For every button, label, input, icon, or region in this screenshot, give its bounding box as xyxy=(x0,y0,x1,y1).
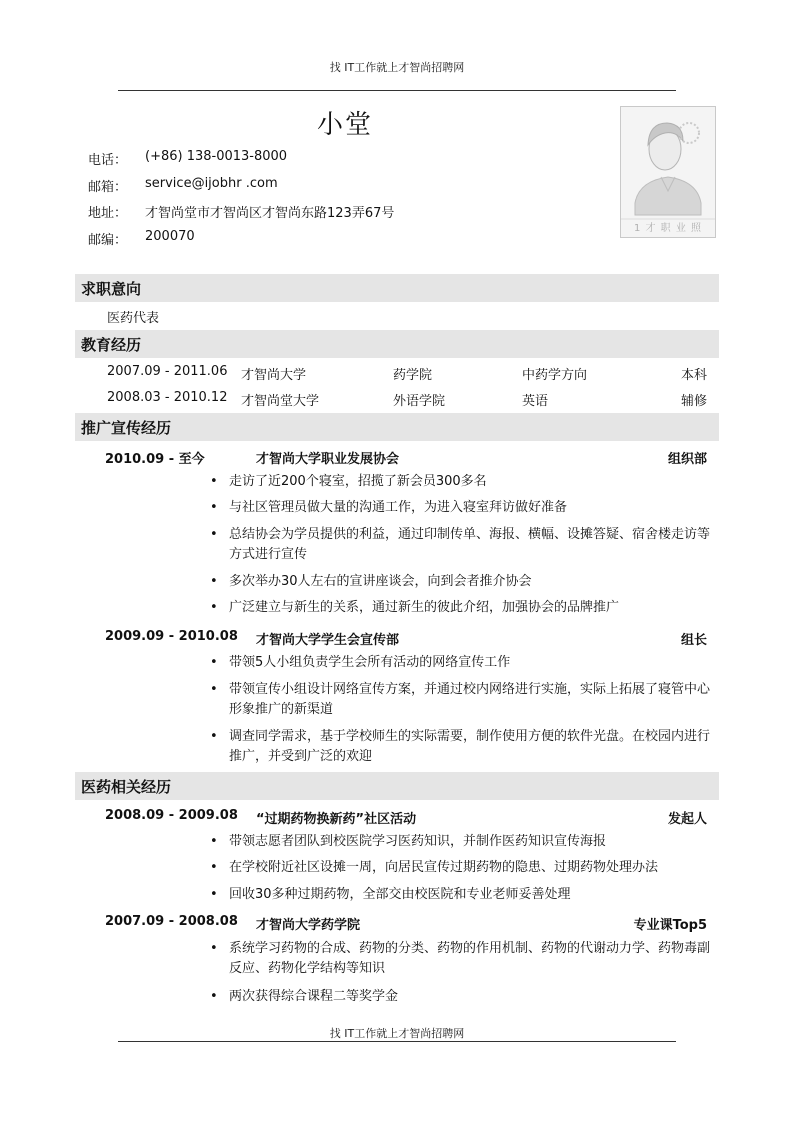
bullet-dot-icon: • xyxy=(210,834,218,849)
list-item: • 系统学习药物的合成、药物的分类、药物的作用机制、药物的代谢动力学、药物毒副反应、药物化学结构等知识 xyxy=(210,941,711,976)
bullet-dot-icon: • xyxy=(210,527,218,542)
photo-caption: 1 才 职 业 照 xyxy=(633,223,703,234)
section-title: 医药相关经历 xyxy=(81,778,172,796)
contact-value: (+86) 138-0013-8000 xyxy=(145,149,288,164)
job-entry-header xyxy=(0,914,794,932)
contact-value: 才智尚堂市才智尚区才智尚东路123弄67号 xyxy=(145,206,395,221)
edu-degree: 辅修 xyxy=(680,394,707,409)
education-row xyxy=(0,364,794,382)
job-role: 专业课Top5 xyxy=(633,918,707,933)
header-divider xyxy=(118,90,676,91)
list-item: • 两次获得综合课程二等奖学金 xyxy=(210,987,715,1007)
list-item: • 走访了近200个寝室，招揽了新会员300多名 xyxy=(210,472,715,492)
job-entry-header xyxy=(0,808,794,826)
bullet-dot-icon: • xyxy=(210,941,218,956)
list-item: • 调查同学需求，基于学校师生的实际需要，制作使用方便的软件光盘。在校园内进行推广，并受到广泛的欢迎 xyxy=(210,729,711,764)
contact-value: 200070 xyxy=(145,229,195,244)
edu-faculty: 药学院 xyxy=(393,368,433,383)
bullet-dot-icon: • xyxy=(210,500,218,515)
list-item: • 带领志愿者团队到校医院学习医药知识，并制作医药知识宣传海报 xyxy=(210,832,715,852)
person-silhouette-icon xyxy=(621,107,715,237)
section-header-education xyxy=(75,330,719,358)
edu-school: 才智尚大学 xyxy=(241,368,307,383)
list-item: • 广泛建立与新生的关系，通过新生的彼此介绍，加强协会的品牌推广 xyxy=(210,598,715,618)
section-title: 推广宣传经历 xyxy=(81,419,172,437)
job-organization: “过期药物换新药”社区活动 xyxy=(256,812,417,827)
job-entry-header xyxy=(0,629,794,647)
edu-period: 2007.09 - 2011.06 xyxy=(107,364,228,379)
section-header-promotion xyxy=(75,413,719,441)
job-entry-header xyxy=(0,448,794,466)
job-organization: 才智尚大学职业发展协会 xyxy=(256,452,400,467)
job-intent-value: 医药代表 xyxy=(107,311,160,326)
job-organization: 才智尚大学学生会宣传部 xyxy=(256,633,400,648)
contact-label: 地址： xyxy=(88,206,128,221)
header-tagline: 找 IT工作就上才智尚招聘网 xyxy=(329,61,465,74)
list-item: • 回收30多种过期药物，全部交由校医院和专业老师妥善处理 xyxy=(210,885,715,905)
job-period: 2010.09 - 至今 xyxy=(105,452,205,467)
bullet-dot-icon: • xyxy=(210,729,218,744)
candidate-name: 小堂 xyxy=(316,110,373,140)
bullet-dot-icon: • xyxy=(210,574,218,589)
job-period: 2008.09 - 2009.08 xyxy=(105,808,238,823)
job-period: 2009.09 - 2010.08 xyxy=(105,629,238,644)
list-item: • 与社区管理员做大量的沟通工作，为进入寝室拜访做好准备 xyxy=(210,498,715,518)
list-item: • 带领宣传小组设计网络宣传方案，并通过校内网络进行实施，实际上拓展了寝管中心形象推广的新渠道 xyxy=(210,682,711,717)
education-row xyxy=(0,390,794,408)
section-header-intent xyxy=(75,274,719,302)
footer-divider xyxy=(118,1041,676,1042)
edu-degree: 本科 xyxy=(680,368,707,383)
edu-faculty: 外语学院 xyxy=(393,394,446,409)
contact-label: 邮编： xyxy=(88,233,128,248)
bullet-dot-icon: • xyxy=(210,474,218,489)
edu-major: 英语 xyxy=(522,394,549,409)
section-header-medical xyxy=(75,772,719,800)
list-item: • 总结协会为学员提供的利益，通过印制传单、海报、横幅、设摊答疑、宿舍楼走访等方式进行宣传 xyxy=(210,527,711,562)
edu-period: 2008.03 - 2010.12 xyxy=(107,390,228,405)
bullet-dot-icon: • xyxy=(210,989,218,1004)
job-period: 2007.09 - 2008.08 xyxy=(105,914,238,929)
list-item: • 多次举办30人左右的宣讲座谈会，向到会者推介协会 xyxy=(210,572,715,592)
job-organization: 才智尚大学药学院 xyxy=(256,918,361,933)
footer-tagline: 找 IT工作就上才智尚招聘网 xyxy=(329,1027,465,1040)
job-role: 组长 xyxy=(680,633,707,648)
job-role: 发起人 xyxy=(667,812,707,827)
section-title: 求职意向 xyxy=(81,280,142,298)
list-item: • 带领5人小组负责学生会所有活动的网络宣传工作 xyxy=(210,653,715,673)
bullet-dot-icon: • xyxy=(210,860,218,875)
contact-label: 电话： xyxy=(88,153,128,168)
bullet-dot-icon: • xyxy=(210,655,218,670)
bullet-dot-icon: • xyxy=(210,600,218,615)
contact-label: 邮箱： xyxy=(88,180,128,195)
bullet-dot-icon: • xyxy=(210,887,218,902)
list-item: • 在学校附近社区设摊一周，向居民宣传过期药物的隐患、过期药物处理办法 xyxy=(210,858,715,878)
edu-school: 才智尚堂大学 xyxy=(241,394,320,409)
bullet-dot-icon: • xyxy=(210,682,218,697)
edu-major: 中药学方向 xyxy=(522,368,588,383)
section-title: 教育经历 xyxy=(81,336,142,354)
profile-photo xyxy=(620,106,716,238)
contact-value: service@ijobhr .com xyxy=(145,176,278,191)
job-role: 组织部 xyxy=(667,452,707,467)
